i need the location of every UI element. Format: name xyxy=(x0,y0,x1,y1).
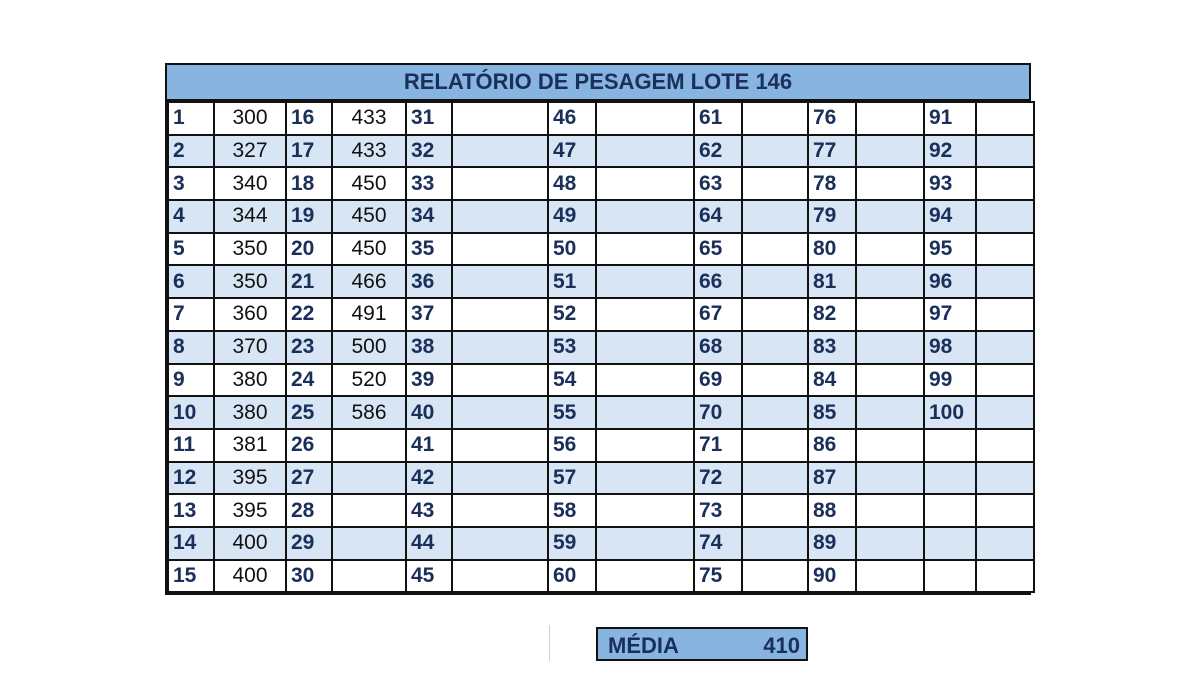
animal-number-cell: 71 xyxy=(694,429,742,462)
weight-value-cell: 500 xyxy=(332,331,406,364)
animal-number-cell: 55 xyxy=(548,396,596,429)
weight-value-cell xyxy=(332,462,406,495)
animal-number-cell: 65 xyxy=(694,233,742,266)
animal-number-cell: 76 xyxy=(808,102,856,135)
animal-number-cell: 75 xyxy=(694,560,742,593)
weight-value-cell xyxy=(452,331,548,364)
weight-value-cell xyxy=(596,462,694,495)
weight-value-cell: 450 xyxy=(332,200,406,233)
weight-value-cell: 433 xyxy=(332,135,406,168)
weight-value-cell: 433 xyxy=(332,102,406,135)
table-row xyxy=(168,331,1034,364)
animal-number-cell: 48 xyxy=(548,167,596,200)
weight-value-cell: 400 xyxy=(214,527,286,560)
animal-number-cell: 99 xyxy=(924,364,976,397)
weight-value-cell: 466 xyxy=(332,265,406,298)
animal-number-cell: 92 xyxy=(924,135,976,168)
weight-value-cell xyxy=(742,429,808,462)
weight-value-cell xyxy=(452,494,548,527)
animal-number-cell: 62 xyxy=(694,135,742,168)
animal-number-cell: 35 xyxy=(406,233,452,266)
weight-value-cell xyxy=(596,233,694,266)
weight-value-cell xyxy=(742,494,808,527)
weight-value-cell xyxy=(452,200,548,233)
weight-value-cell: 586 xyxy=(332,396,406,429)
weight-value-cell xyxy=(976,396,1034,429)
weight-value-cell: 370 xyxy=(214,331,286,364)
weight-value-cell xyxy=(742,527,808,560)
weight-value-cell: 344 xyxy=(214,200,286,233)
table-row xyxy=(168,396,1034,429)
animal-number-cell: 86 xyxy=(808,429,856,462)
animal-number-cell: 37 xyxy=(406,298,452,331)
animal-number-cell: 41 xyxy=(406,429,452,462)
table-row xyxy=(168,462,1034,495)
animal-number-cell: 43 xyxy=(406,494,452,527)
weight-value-cell xyxy=(742,298,808,331)
animal-number-cell: 22 xyxy=(286,298,332,331)
average-box xyxy=(596,627,808,661)
animal-number-cell xyxy=(924,527,976,560)
weight-value-cell: 395 xyxy=(214,462,286,495)
weight-value-cell xyxy=(976,331,1034,364)
animal-number-cell: 68 xyxy=(694,331,742,364)
animal-number-cell: 89 xyxy=(808,527,856,560)
animal-number-cell: 51 xyxy=(548,265,596,298)
animal-number-cell: 90 xyxy=(808,560,856,593)
weight-value-cell xyxy=(452,462,548,495)
weight-value-cell xyxy=(856,494,924,527)
weight-value-cell xyxy=(596,560,694,593)
weight-value-cell xyxy=(976,462,1034,495)
weight-value-cell xyxy=(596,494,694,527)
weight-value-cell xyxy=(856,200,924,233)
animal-number-cell: 26 xyxy=(286,429,332,462)
animal-number-cell: 18 xyxy=(286,167,332,200)
weight-value-cell xyxy=(596,527,694,560)
weight-value-cell xyxy=(452,233,548,266)
weight-value-cell xyxy=(742,200,808,233)
animal-number-cell: 3 xyxy=(168,167,214,200)
animal-number-cell: 36 xyxy=(406,265,452,298)
animal-number-cell: 66 xyxy=(694,265,742,298)
table-row xyxy=(168,135,1034,168)
table-row xyxy=(168,560,1034,593)
weight-value-cell xyxy=(856,265,924,298)
weight-value-cell: 380 xyxy=(214,364,286,397)
weighing-table xyxy=(167,101,1035,593)
animal-number-cell: 34 xyxy=(406,200,452,233)
weight-value-cell xyxy=(596,167,694,200)
weight-value-cell xyxy=(976,167,1034,200)
weight-value-cell xyxy=(742,102,808,135)
weight-value-cell: 395 xyxy=(214,494,286,527)
weight-value-cell xyxy=(856,560,924,593)
weight-value-cell xyxy=(452,527,548,560)
animal-number-cell: 72 xyxy=(694,462,742,495)
animal-number-cell: 56 xyxy=(548,429,596,462)
animal-number-cell: 57 xyxy=(548,462,596,495)
weighing-table-body xyxy=(168,102,1034,592)
animal-number-cell: 21 xyxy=(286,265,332,298)
weight-value-cell xyxy=(976,429,1034,462)
weight-value-cell xyxy=(742,462,808,495)
animal-number-cell: 77 xyxy=(808,135,856,168)
animal-number-cell xyxy=(924,494,976,527)
animal-number-cell: 7 xyxy=(168,298,214,331)
animal-number-cell: 91 xyxy=(924,102,976,135)
animal-number-cell: 93 xyxy=(924,167,976,200)
animal-number-cell: 58 xyxy=(548,494,596,527)
animal-number-cell: 94 xyxy=(924,200,976,233)
weight-value-cell xyxy=(856,462,924,495)
animal-number-cell: 84 xyxy=(808,364,856,397)
average-label: MÉDIA xyxy=(608,633,679,658)
weight-value-cell xyxy=(742,167,808,200)
animal-number-cell: 82 xyxy=(808,298,856,331)
animal-number-cell: 96 xyxy=(924,265,976,298)
animal-number-cell: 79 xyxy=(808,200,856,233)
weight-value-cell xyxy=(976,527,1034,560)
weight-value-cell xyxy=(596,331,694,364)
animal-number-cell: 4 xyxy=(168,200,214,233)
weight-value-cell xyxy=(976,560,1034,593)
weight-value-cell xyxy=(856,135,924,168)
animal-number-cell: 64 xyxy=(694,200,742,233)
animal-number-cell: 74 xyxy=(694,527,742,560)
animal-number-cell: 80 xyxy=(808,233,856,266)
weight-value-cell: 381 xyxy=(214,429,286,462)
animal-number-cell: 69 xyxy=(694,364,742,397)
animal-number-cell: 19 xyxy=(286,200,332,233)
table-row xyxy=(168,102,1034,135)
animal-number-cell: 78 xyxy=(808,167,856,200)
table-row xyxy=(168,527,1034,560)
weight-value-cell xyxy=(596,200,694,233)
weight-value-cell xyxy=(596,429,694,462)
animal-number-cell: 13 xyxy=(168,494,214,527)
animal-number-cell: 20 xyxy=(286,233,332,266)
weighing-report-sheet xyxy=(165,63,1031,595)
weight-value-cell xyxy=(596,265,694,298)
animal-number-cell: 42 xyxy=(406,462,452,495)
weight-value-cell xyxy=(452,102,548,135)
weight-value-cell xyxy=(976,233,1034,266)
animal-number-cell: 1 xyxy=(168,102,214,135)
weight-value-cell xyxy=(742,364,808,397)
weight-value-cell xyxy=(742,331,808,364)
weight-value-cell xyxy=(976,200,1034,233)
animal-number-cell: 85 xyxy=(808,396,856,429)
weight-value-cell: 340 xyxy=(214,167,286,200)
animal-number-cell: 45 xyxy=(406,560,452,593)
table-row xyxy=(168,200,1034,233)
weight-value-cell xyxy=(856,429,924,462)
animal-number-cell: 16 xyxy=(286,102,332,135)
animal-number-cell: 15 xyxy=(168,560,214,593)
animal-number-cell: 6 xyxy=(168,265,214,298)
weight-value-cell xyxy=(596,102,694,135)
weight-value-cell: 300 xyxy=(214,102,286,135)
weight-value-cell xyxy=(742,135,808,168)
animal-number-cell: 8 xyxy=(168,331,214,364)
weight-value-cell: 520 xyxy=(332,364,406,397)
animal-number-cell: 83 xyxy=(808,331,856,364)
animal-number-cell: 17 xyxy=(286,135,332,168)
animal-number-cell xyxy=(924,429,976,462)
weight-value-cell xyxy=(452,265,548,298)
weight-value-cell: 350 xyxy=(214,233,286,266)
animal-number-cell: 39 xyxy=(406,364,452,397)
animal-number-cell: 29 xyxy=(286,527,332,560)
weight-value-cell xyxy=(332,429,406,462)
weight-value-cell: 400 xyxy=(214,560,286,593)
table-row xyxy=(168,364,1034,397)
weight-value-cell xyxy=(856,396,924,429)
animal-number-cell: 28 xyxy=(286,494,332,527)
weight-value-cell xyxy=(452,396,548,429)
animal-number-cell: 97 xyxy=(924,298,976,331)
weight-value-cell xyxy=(332,527,406,560)
animal-number-cell: 14 xyxy=(168,527,214,560)
animal-number-cell: 2 xyxy=(168,135,214,168)
weight-value-cell xyxy=(976,494,1034,527)
weight-value-cell: 450 xyxy=(332,233,406,266)
animal-number-cell: 49 xyxy=(548,200,596,233)
animal-number-cell: 24 xyxy=(286,364,332,397)
animal-number-cell: 25 xyxy=(286,396,332,429)
animal-number-cell: 95 xyxy=(924,233,976,266)
weight-value-cell xyxy=(332,494,406,527)
animal-number-cell: 60 xyxy=(548,560,596,593)
animal-number-cell: 50 xyxy=(548,233,596,266)
table-row xyxy=(168,265,1034,298)
weight-value-cell xyxy=(856,102,924,135)
average-value: 410 xyxy=(763,633,800,658)
weight-value-cell xyxy=(742,265,808,298)
weight-value-cell xyxy=(976,102,1034,135)
weight-value-cell xyxy=(856,167,924,200)
weight-value-cell xyxy=(856,298,924,331)
animal-number-cell: 61 xyxy=(694,102,742,135)
weight-value-cell xyxy=(742,233,808,266)
animal-number-cell: 44 xyxy=(406,527,452,560)
animal-number-cell: 54 xyxy=(548,364,596,397)
report-title: RELATÓRIO DE PESAGEM LOTE 146 xyxy=(167,65,1029,101)
weight-value-cell: 360 xyxy=(214,298,286,331)
animal-number-cell: 30 xyxy=(286,560,332,593)
table-row xyxy=(168,494,1034,527)
weight-value-cell: 450 xyxy=(332,167,406,200)
animal-number-cell: 33 xyxy=(406,167,452,200)
animal-number-cell: 11 xyxy=(168,429,214,462)
animal-number-cell: 5 xyxy=(168,233,214,266)
animal-number-cell: 87 xyxy=(808,462,856,495)
weight-value-cell xyxy=(452,560,548,593)
weight-value-cell: 380 xyxy=(214,396,286,429)
weight-value-cell xyxy=(332,560,406,593)
animal-number-cell: 63 xyxy=(694,167,742,200)
weight-value-cell xyxy=(976,364,1034,397)
animal-number-cell: 27 xyxy=(286,462,332,495)
animal-number-cell: 40 xyxy=(406,396,452,429)
weight-value-cell xyxy=(596,396,694,429)
weight-value-cell: 327 xyxy=(214,135,286,168)
animal-number-cell: 23 xyxy=(286,331,332,364)
weight-value-cell xyxy=(596,364,694,397)
weight-value-cell xyxy=(976,298,1034,331)
animal-number-cell: 70 xyxy=(694,396,742,429)
weight-value-cell: 350 xyxy=(214,265,286,298)
weight-value-cell xyxy=(856,527,924,560)
weight-value-cell xyxy=(856,233,924,266)
animal-number-cell: 10 xyxy=(168,396,214,429)
animal-number-cell: 46 xyxy=(548,102,596,135)
weight-value-cell xyxy=(452,364,548,397)
weight-value-cell xyxy=(596,135,694,168)
weight-value-cell xyxy=(742,560,808,593)
animal-number-cell xyxy=(924,560,976,593)
animal-number-cell: 88 xyxy=(808,494,856,527)
animal-number-cell: 73 xyxy=(694,494,742,527)
table-row xyxy=(168,429,1034,462)
weight-value-cell: 491 xyxy=(332,298,406,331)
animal-number-cell xyxy=(924,462,976,495)
weight-value-cell xyxy=(856,364,924,397)
weight-value-cell xyxy=(976,265,1034,298)
table-row xyxy=(168,233,1034,266)
table-row xyxy=(168,298,1034,331)
animal-number-cell: 98 xyxy=(924,331,976,364)
weight-value-cell xyxy=(976,135,1034,168)
weight-value-cell xyxy=(452,429,548,462)
animal-number-cell: 32 xyxy=(406,135,452,168)
weight-value-cell xyxy=(452,298,548,331)
animal-number-cell: 31 xyxy=(406,102,452,135)
divider-line xyxy=(549,625,550,661)
weight-value-cell xyxy=(856,331,924,364)
animal-number-cell: 12 xyxy=(168,462,214,495)
animal-number-cell: 47 xyxy=(548,135,596,168)
animal-number-cell: 100 xyxy=(924,396,976,429)
animal-number-cell: 67 xyxy=(694,298,742,331)
animal-number-cell: 81 xyxy=(808,265,856,298)
table-row xyxy=(168,167,1034,200)
animal-number-cell: 9 xyxy=(168,364,214,397)
weight-value-cell xyxy=(596,298,694,331)
animal-number-cell: 52 xyxy=(548,298,596,331)
weight-value-cell xyxy=(742,396,808,429)
animal-number-cell: 53 xyxy=(548,331,596,364)
animal-number-cell: 38 xyxy=(406,331,452,364)
weight-value-cell xyxy=(452,135,548,168)
animal-number-cell: 59 xyxy=(548,527,596,560)
weight-value-cell xyxy=(452,167,548,200)
